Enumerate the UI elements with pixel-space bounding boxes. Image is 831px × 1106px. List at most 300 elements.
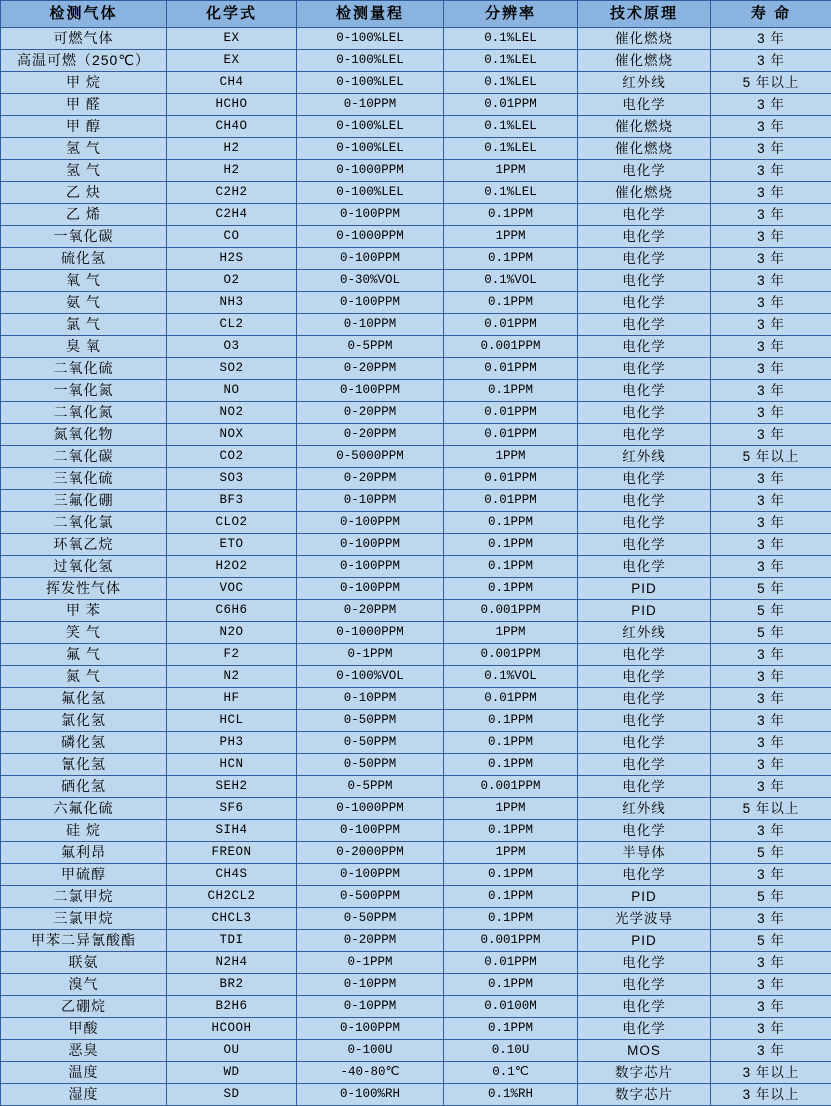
- cell-principle: 光学波导: [578, 908, 711, 930]
- table-row: [1, 644, 831, 666]
- cell-gas: 甲 烷: [1, 72, 167, 94]
- cell-life: 3 年: [711, 490, 831, 512]
- cell-formula: CHCL3: [167, 908, 297, 930]
- cell-range: 0-10PPM: [297, 688, 444, 710]
- table-row: [1, 204, 831, 226]
- cell-principle: 催化燃烧: [578, 116, 711, 138]
- cell-range: 0-500PPM: [297, 886, 444, 908]
- cell-resolution: 0.1PPM: [444, 380, 578, 402]
- cell-life: 3 年: [711, 732, 831, 754]
- cell-life: 3 年: [711, 314, 831, 336]
- cell-range: 0-100%LEL: [297, 50, 444, 72]
- cell-range: 0-10PPM: [297, 996, 444, 1018]
- cell-resolution: 0.1PPM: [444, 864, 578, 886]
- cell-principle: 红外线: [578, 622, 711, 644]
- cell-life: 3 年: [711, 754, 831, 776]
- cell-resolution: 1PPM: [444, 622, 578, 644]
- cell-range: 0-100PPM: [297, 1018, 444, 1040]
- cell-range: 0-10PPM: [297, 490, 444, 512]
- cell-range: 0-100%RH: [297, 1084, 444, 1106]
- cell-life: 3 年: [711, 710, 831, 732]
- cell-resolution: 0.0100M: [444, 996, 578, 1018]
- cell-formula: FREON: [167, 842, 297, 864]
- cell-life: 3 年: [711, 996, 831, 1018]
- cell-principle: 电化学: [578, 336, 711, 358]
- cell-principle: 电化学: [578, 996, 711, 1018]
- cell-life: 3 年: [711, 138, 831, 160]
- cell-resolution: 0.01PPM: [444, 468, 578, 490]
- table-row: [1, 622, 831, 644]
- cell-formula: H2: [167, 160, 297, 182]
- cell-gas: 氮 气: [1, 666, 167, 688]
- table-row: [1, 1018, 831, 1040]
- cell-formula: O3: [167, 336, 297, 358]
- cell-gas: 甲 苯: [1, 600, 167, 622]
- cell-gas: 氰化氢: [1, 754, 167, 776]
- cell-principle: 电化学: [578, 754, 711, 776]
- cell-formula: N2O: [167, 622, 297, 644]
- cell-gas: 硅 烷: [1, 820, 167, 842]
- cell-formula: NH3: [167, 292, 297, 314]
- cell-life: 5 年: [711, 578, 831, 600]
- cell-gas: 二氧化硫: [1, 358, 167, 380]
- cell-gas: 二氧化碳: [1, 446, 167, 468]
- cell-gas: 笑 气: [1, 622, 167, 644]
- cell-gas: 甲 醛: [1, 94, 167, 116]
- cell-life: 3 年: [711, 952, 831, 974]
- cell-range: 0-100PPM: [297, 292, 444, 314]
- cell-formula: H2: [167, 138, 297, 160]
- cell-life: 3 年: [711, 908, 831, 930]
- cell-principle: 半导体: [578, 842, 711, 864]
- cell-principle: PID: [578, 930, 711, 952]
- cell-principle: PID: [578, 578, 711, 600]
- cell-gas: 湿度: [1, 1084, 167, 1106]
- table-row: [1, 72, 831, 94]
- cell-resolution: 0.1%VOL: [444, 270, 578, 292]
- cell-formula: SIH4: [167, 820, 297, 842]
- column-header-gas: 检测气体: [1, 1, 167, 28]
- cell-life: 3 年: [711, 468, 831, 490]
- cell-gas: 磷化氢: [1, 732, 167, 754]
- table-row: [1, 1062, 831, 1084]
- cell-life: 5 年以上: [711, 72, 831, 94]
- cell-life: 3 年: [711, 644, 831, 666]
- cell-formula: NOX: [167, 424, 297, 446]
- cell-gas: 一氧化碳: [1, 226, 167, 248]
- cell-principle: 电化学: [578, 204, 711, 226]
- cell-principle: 催化燃烧: [578, 50, 711, 72]
- cell-range: 0-100PPM: [297, 864, 444, 886]
- table-row: [1, 50, 831, 72]
- cell-formula: C6H6: [167, 600, 297, 622]
- cell-principle: 数字芯片: [578, 1062, 711, 1084]
- column-header-resolution: 分辨率: [444, 1, 578, 28]
- table-row: [1, 292, 831, 314]
- cell-range: 0-20PPM: [297, 358, 444, 380]
- cell-principle: 电化学: [578, 666, 711, 688]
- cell-range: 0-1000PPM: [297, 622, 444, 644]
- table-row: [1, 600, 831, 622]
- table-row: [1, 1084, 831, 1106]
- cell-gas: 氟化氢: [1, 688, 167, 710]
- cell-gas: 乙 烯: [1, 204, 167, 226]
- cell-life: 3 年: [711, 270, 831, 292]
- cell-formula: B2H6: [167, 996, 297, 1018]
- cell-range: 0-5PPM: [297, 776, 444, 798]
- cell-range: 0-100PPM: [297, 578, 444, 600]
- cell-gas: 乙硼烷: [1, 996, 167, 1018]
- cell-gas: 恶臭: [1, 1040, 167, 1062]
- cell-formula: CLO2: [167, 512, 297, 534]
- cell-formula: H2O2: [167, 556, 297, 578]
- cell-formula: SO3: [167, 468, 297, 490]
- table-row: [1, 996, 831, 1018]
- cell-formula: HCHO: [167, 94, 297, 116]
- table-row: [1, 248, 831, 270]
- cell-formula: CO2: [167, 446, 297, 468]
- cell-formula: EX: [167, 28, 297, 50]
- table-row: [1, 512, 831, 534]
- table-row: [1, 864, 831, 886]
- cell-resolution: 1PPM: [444, 160, 578, 182]
- cell-range: 0-100PPM: [297, 204, 444, 226]
- cell-life: 3 年: [711, 776, 831, 798]
- cell-life: 3 年以上: [711, 1062, 831, 1084]
- cell-range: 0-1000PPM: [297, 226, 444, 248]
- table-row: [1, 732, 831, 754]
- table-row: [1, 688, 831, 710]
- cell-life: 3 年: [711, 116, 831, 138]
- cell-formula: NO: [167, 380, 297, 402]
- table-row: [1, 886, 831, 908]
- cell-resolution: 0.1PPM: [444, 886, 578, 908]
- cell-range: 0-20PPM: [297, 468, 444, 490]
- cell-principle: 电化学: [578, 468, 711, 490]
- cell-range: 0-1000PPM: [297, 798, 444, 820]
- cell-life: 5 年: [711, 886, 831, 908]
- cell-range: 0-100PPM: [297, 820, 444, 842]
- cell-gas: 硫化氢: [1, 248, 167, 270]
- cell-gas: 甲苯二异氰酸酯: [1, 930, 167, 952]
- cell-formula: CO: [167, 226, 297, 248]
- cell-resolution: 0.1PPM: [444, 248, 578, 270]
- cell-principle: 电化学: [578, 556, 711, 578]
- cell-range: 0-1PPM: [297, 952, 444, 974]
- cell-gas: 氢 气: [1, 160, 167, 182]
- cell-life: 3 年: [711, 50, 831, 72]
- cell-resolution: 0.1%LEL: [444, 138, 578, 160]
- cell-life: 3 年: [711, 94, 831, 116]
- cell-gas: 氯 气: [1, 314, 167, 336]
- cell-principle: 电化学: [578, 490, 711, 512]
- cell-principle: PID: [578, 600, 711, 622]
- cell-formula: C2H4: [167, 204, 297, 226]
- cell-principle: 电化学: [578, 292, 711, 314]
- cell-formula: ETO: [167, 534, 297, 556]
- cell-gas: 溴气: [1, 974, 167, 996]
- table-row: [1, 314, 831, 336]
- cell-formula: CH2CL2: [167, 886, 297, 908]
- cell-gas: 一氧化氮: [1, 380, 167, 402]
- table-row: [1, 776, 831, 798]
- cell-gas: 三氯甲烷: [1, 908, 167, 930]
- cell-principle: 电化学: [578, 512, 711, 534]
- cell-resolution: 1PPM: [444, 842, 578, 864]
- cell-principle: 电化学: [578, 94, 711, 116]
- table-row: [1, 798, 831, 820]
- cell-life: 3 年: [711, 336, 831, 358]
- cell-formula: WD: [167, 1062, 297, 1084]
- cell-formula: N2H4: [167, 952, 297, 974]
- cell-principle: 数字芯片: [578, 1084, 711, 1106]
- cell-resolution: 0.1PPM: [444, 754, 578, 776]
- cell-range: 0-100%LEL: [297, 28, 444, 50]
- cell-resolution: 0.001PPM: [444, 644, 578, 666]
- cell-formula: BF3: [167, 490, 297, 512]
- cell-gas: 甲硫醇: [1, 864, 167, 886]
- table-row: [1, 974, 831, 996]
- cell-resolution: 0.01PPM: [444, 424, 578, 446]
- cell-range: 0-100%LEL: [297, 116, 444, 138]
- cell-life: 3 年: [711, 1018, 831, 1040]
- cell-principle: PID: [578, 886, 711, 908]
- cell-formula: F2: [167, 644, 297, 666]
- cell-resolution: 0.1PPM: [444, 534, 578, 556]
- cell-principle: 电化学: [578, 358, 711, 380]
- cell-range: 0-20PPM: [297, 930, 444, 952]
- cell-principle: 电化学: [578, 270, 711, 292]
- cell-principle: 电化学: [578, 974, 711, 996]
- cell-range: 0-1000PPM: [297, 160, 444, 182]
- cell-principle: 电化学: [578, 732, 711, 754]
- cell-range: 0-5000PPM: [297, 446, 444, 468]
- table-row: [1, 578, 831, 600]
- cell-range: 0-2000PPM: [297, 842, 444, 864]
- cell-resolution: 0.1PPM: [444, 732, 578, 754]
- cell-resolution: 0.01PPM: [444, 688, 578, 710]
- cell-range: 0-50PPM: [297, 710, 444, 732]
- cell-life: 5 年: [711, 930, 831, 952]
- column-header-principle: 技术原理: [578, 1, 711, 28]
- table-row: [1, 424, 831, 446]
- table-row: [1, 1040, 831, 1062]
- cell-life: 3 年: [711, 204, 831, 226]
- cell-range: 0-100PPM: [297, 556, 444, 578]
- cell-gas: 乙 炔: [1, 182, 167, 204]
- cell-range: 0-100%LEL: [297, 138, 444, 160]
- cell-gas: 氢 气: [1, 138, 167, 160]
- cell-formula: N2: [167, 666, 297, 688]
- cell-resolution: 0.1PPM: [444, 292, 578, 314]
- cell-formula: PH3: [167, 732, 297, 754]
- table-row: [1, 226, 831, 248]
- cell-formula: O2: [167, 270, 297, 292]
- cell-gas: 甲酸: [1, 1018, 167, 1040]
- cell-principle: 电化学: [578, 1018, 711, 1040]
- cell-range: 0-10PPM: [297, 974, 444, 996]
- cell-range: 0-50PPM: [297, 908, 444, 930]
- cell-resolution: 0.1PPM: [444, 974, 578, 996]
- cell-formula: HCL: [167, 710, 297, 732]
- cell-gas: 氮氧化物: [1, 424, 167, 446]
- cell-resolution: 0.1%LEL: [444, 72, 578, 94]
- cell-life: 3 年: [711, 534, 831, 556]
- column-header-formula: 化学式: [167, 1, 297, 28]
- cell-gas: 臭 氧: [1, 336, 167, 358]
- cell-formula: CH4: [167, 72, 297, 94]
- table-row: [1, 116, 831, 138]
- table-row: [1, 534, 831, 556]
- cell-gas: 可燃气体: [1, 28, 167, 50]
- cell-gas: 二氯甲烷: [1, 886, 167, 908]
- cell-formula: HCN: [167, 754, 297, 776]
- cell-formula: CH4O: [167, 116, 297, 138]
- cell-range: 0-100PPM: [297, 534, 444, 556]
- cell-life: 3 年: [711, 864, 831, 886]
- cell-resolution: 0.1PPM: [444, 710, 578, 732]
- cell-principle: 红外线: [578, 798, 711, 820]
- cell-formula: CH4S: [167, 864, 297, 886]
- table-row: [1, 754, 831, 776]
- cell-formula: C2H2: [167, 182, 297, 204]
- cell-resolution: 0.1PPM: [444, 578, 578, 600]
- table-row: [1, 402, 831, 424]
- cell-formula: H2S: [167, 248, 297, 270]
- cell-resolution: 0.1%LEL: [444, 50, 578, 72]
- cell-resolution: 0.01PPM: [444, 94, 578, 116]
- cell-life: 3 年: [711, 1040, 831, 1062]
- cell-principle: 电化学: [578, 688, 711, 710]
- cell-principle: 红外线: [578, 72, 711, 94]
- cell-resolution: 1PPM: [444, 446, 578, 468]
- cell-gas: 甲 醇: [1, 116, 167, 138]
- cell-principle: 电化学: [578, 226, 711, 248]
- table-row: [1, 556, 831, 578]
- cell-gas: 温度: [1, 1062, 167, 1084]
- cell-gas: 氯化氢: [1, 710, 167, 732]
- cell-resolution: 0.1%LEL: [444, 28, 578, 50]
- cell-formula: NO2: [167, 402, 297, 424]
- table-row: [1, 28, 831, 50]
- cell-life: 5 年以上: [711, 446, 831, 468]
- cell-resolution: 0.01PPM: [444, 402, 578, 424]
- cell-gas: 二氧化氮: [1, 402, 167, 424]
- cell-life: 3 年: [711, 380, 831, 402]
- cell-principle: 红外线: [578, 446, 711, 468]
- cell-formula: TDI: [167, 930, 297, 952]
- cell-principle: 电化学: [578, 534, 711, 556]
- cell-life: 3 年: [711, 248, 831, 270]
- cell-resolution: 0.1℃: [444, 1062, 578, 1084]
- cell-range: 0-10PPM: [297, 314, 444, 336]
- cell-gas: 三氧化硫: [1, 468, 167, 490]
- cell-resolution: 0.1PPM: [444, 556, 578, 578]
- cell-principle: 电化学: [578, 820, 711, 842]
- table-row: [1, 160, 831, 182]
- table-row: [1, 94, 831, 116]
- cell-range: -40-80℃: [297, 1062, 444, 1084]
- table-row: [1, 138, 831, 160]
- cell-principle: 催化燃烧: [578, 138, 711, 160]
- cell-life: 3 年: [711, 556, 831, 578]
- cell-life: 3 年: [711, 974, 831, 996]
- cell-resolution: 1PPM: [444, 226, 578, 248]
- table-row: [1, 842, 831, 864]
- cell-principle: 催化燃烧: [578, 182, 711, 204]
- cell-gas: 氨 气: [1, 292, 167, 314]
- cell-principle: 电化学: [578, 380, 711, 402]
- cell-formula: SO2: [167, 358, 297, 380]
- cell-range: 0-50PPM: [297, 754, 444, 776]
- table-row: [1, 710, 831, 732]
- table-body: [1, 28, 831, 1106]
- cell-formula: HCOOH: [167, 1018, 297, 1040]
- cell-life: 3 年: [711, 820, 831, 842]
- column-header-life: 寿 命: [711, 1, 831, 28]
- cell-resolution: 0.001PPM: [444, 600, 578, 622]
- cell-life: 3 年: [711, 160, 831, 182]
- cell-principle: MOS: [578, 1040, 711, 1062]
- cell-formula: BR2: [167, 974, 297, 996]
- cell-life: 5 年: [711, 842, 831, 864]
- cell-resolution: 0.1PPM: [444, 204, 578, 226]
- cell-resolution: 0.1PPM: [444, 512, 578, 534]
- cell-life: 5 年以上: [711, 798, 831, 820]
- cell-resolution: 0.01PPM: [444, 952, 578, 974]
- cell-range: 0-20PPM: [297, 402, 444, 424]
- cell-gas: 氟 气: [1, 644, 167, 666]
- cell-range: 0-20PPM: [297, 424, 444, 446]
- cell-resolution: 0.1PPM: [444, 1018, 578, 1040]
- cell-gas: 氧 气: [1, 270, 167, 292]
- table-row: [1, 930, 831, 952]
- cell-range: 0-50PPM: [297, 732, 444, 754]
- cell-principle: 电化学: [578, 160, 711, 182]
- cell-gas: 联氨: [1, 952, 167, 974]
- cell-life: 3 年: [711, 292, 831, 314]
- cell-principle: 电化学: [578, 710, 711, 732]
- cell-resolution: 0.1PPM: [444, 908, 578, 930]
- cell-resolution: 0.1PPM: [444, 820, 578, 842]
- cell-range: 0-100%VOL: [297, 666, 444, 688]
- cell-formula: SF6: [167, 798, 297, 820]
- cell-range: 0-100U: [297, 1040, 444, 1062]
- cell-life: 5 年: [711, 600, 831, 622]
- cell-principle: 电化学: [578, 402, 711, 424]
- table-row: [1, 336, 831, 358]
- cell-resolution: 0.001PPM: [444, 776, 578, 798]
- cell-resolution: 0.001PPM: [444, 930, 578, 952]
- cell-life: 3 年以上: [711, 1084, 831, 1106]
- cell-principle: 电化学: [578, 776, 711, 798]
- cell-formula: VOC: [167, 578, 297, 600]
- cell-formula: EX: [167, 50, 297, 72]
- cell-resolution: 0.1%RH: [444, 1084, 578, 1106]
- cell-principle: 电化学: [578, 424, 711, 446]
- cell-life: 3 年: [711, 226, 831, 248]
- table-row: [1, 666, 831, 688]
- cell-gas: 硒化氢: [1, 776, 167, 798]
- cell-gas: 高温可燃（250℃）: [1, 50, 167, 72]
- cell-range: 0-100PPM: [297, 380, 444, 402]
- cell-life: 3 年: [711, 424, 831, 446]
- table-row: [1, 820, 831, 842]
- cell-life: 3 年: [711, 182, 831, 204]
- cell-formula: SD: [167, 1084, 297, 1106]
- cell-range: 0-100PPM: [297, 248, 444, 270]
- cell-resolution: 0.1%VOL: [444, 666, 578, 688]
